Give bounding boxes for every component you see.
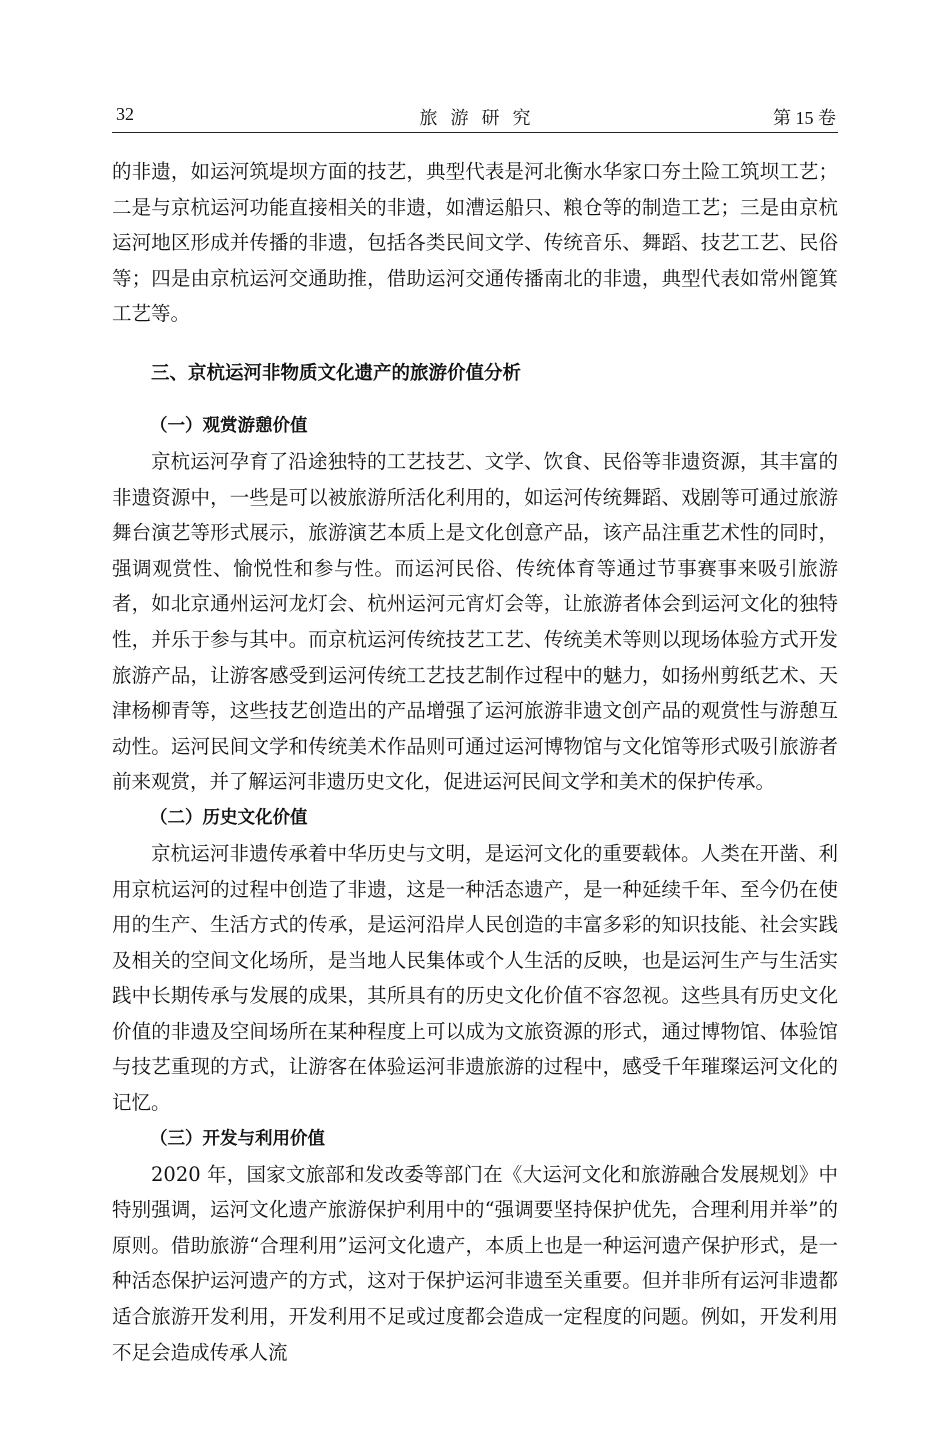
subsection-paragraph-3: 2020 年，国家文旅部和发改委等部门在《大运河文化和旅游融合发展规划》中特别强调，运河文化遗产旅游保护利用中的“强调要坚持保护优先，合理利用并举”的原则。借助旅游“合理利用”运河文化遗产，本质上也是一种运河遗产保护形式，是一种活态保护运河遗产的方式，这对于保护运河非遗至关重要。但并非所有运河非遗都适合旅游开发利用，开发利用不足或过度都会造成一定程度的问题。例如，开发利用不足会造成传承人流	[112, 1162, 838, 1364]
subsection-heading-1: （一）观赏游憩价值	[150, 415, 308, 436]
journal-title: 旅游研究	[419, 108, 544, 128]
continued-paragraph: 的非遗，如运河筑堤坝方面的技艺，典型代表是河北衡水华家口夯土险工筑坝工艺；二是与京杭运河功能直接相关的非遗，如漕运船只、粮仓等的制造工艺；三是由京杭运河地区形成并传播的非遗，包括各类民间文学、传统音乐、舞蹈、技艺工艺、民俗等；四是由京杭运河交通助推，借助运河交通传播南北的非遗，典型代表如常州篦箕工艺等。	[112, 160, 838, 326]
subsection-paragraph-1: 京杭运河孕育了沿途独特的工艺技艺、文学、饮食、民俗等非遗资源，其丰富的非遗资源中，一些是可以被旅游所活化利用的，如运河传统舞蹈、戏剧等可通过旅游舞台演艺等形式展示，旅游演艺本质上是文化创意产品，该产品注重艺术性的同时，强调观赏性、愉悦性和参与性。而运河民俗、传统体育等通过节事赛事来吸引旅游者，如北京通州运河龙灯会、杭州运河元宵灯会等，让旅游者体会到运河文化的独特性，并乐于参与其中。而京杭运河传统技艺工艺、传统美术等则以现场体验方式开发旅游产品，让游客感受到运河传统工艺技艺制作过程中的魅力，如扬州剪纸艺术、天津杨柳青等，这些技艺创造出的产品增强了运河旅游非遗文创产品的观赏性与游憩互动性。运河民间文学和传统美术作品则可通过运河博物馆与文化馆等形式吸引旅游者前来观赏，并了解运河非遗历史文化，促进运河民间文学和美术的保护传承。	[112, 449, 838, 794]
section-heading: 三、京杭运河非物质文化遗产的旅游价值分析	[151, 362, 522, 384]
article-body	[112, 154, 838, 1370]
volume-label: 第 15 卷	[773, 108, 836, 128]
page-number: 32	[116, 104, 134, 124]
subsection-paragraph-2: 京杭运河非遗传承着中华历史与文明，是运河文化的重要载体。人类在开凿、利用京杭运河的过程中创造了非遗，这是一种活态遗产，是一种延续千年、至今仍在使用的生产、生活方式的传承，是运河沿岸人民创造的丰富多彩的知识技能、社会实践及相关的空间文化场所，是当地人民集体或个人生活的反映，也是运河生产与生活实践中长期传承与发展的成果，其所具有的历史文化价值不容忽视。这些具有历史文化价值的非遗及空间场所在某种程度上可以成为文旅资源的形式，通过博物馆、体验馆与技艺重现的方式，让游客在体验运河非遗旅游的过程中，感受千年璀璨运河文化的记忆。	[112, 841, 838, 1115]
running-header	[112, 98, 838, 133]
subsection-heading-3: （三）开发与利用价值	[150, 1128, 325, 1149]
subsection-heading-2: （二）历史文化价值	[150, 807, 308, 828]
